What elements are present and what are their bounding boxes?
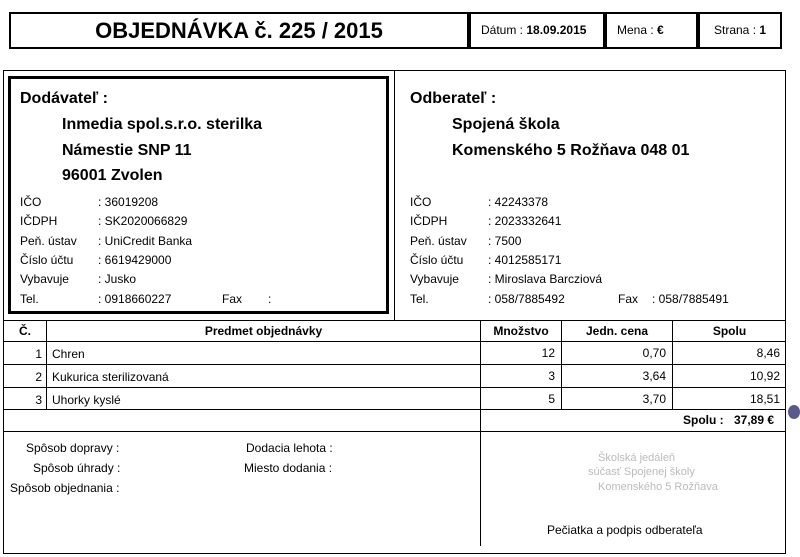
supplier-handler: : Jusko — [98, 272, 137, 286]
parties-divider — [394, 70, 395, 320]
supplier-street: Námestie SNP 11 — [62, 142, 192, 159]
supplier-account-label: Číslo účtu — [20, 253, 74, 267]
customer-ico: : 42243378 — [488, 195, 549, 209]
sum-value: 37,89 € — [734, 413, 775, 427]
customer-name: Spojená škola — [452, 116, 560, 133]
customer-icdph-label: IČDPH — [410, 214, 448, 228]
row3-total: 18,51 — [749, 392, 780, 406]
customer-tel-label: Tel. — [410, 292, 429, 306]
col-header-no: Č. — [19, 324, 31, 338]
currency-field — [605, 12, 698, 49]
date-label: Dátum : — [481, 23, 524, 37]
supplier-heading: Dodávateľ : — [20, 90, 108, 107]
row3-price: 3,70 — [642, 392, 666, 406]
supplier-icdph: : SK2020066829 — [98, 214, 188, 228]
row1-price: 0,70 — [642, 346, 666, 360]
supplier-fax-label: Fax — [222, 292, 243, 306]
transport-label: Spôsob dopravy : — [26, 441, 120, 455]
delivery-time-label: Dodacia lehota : — [246, 441, 333, 455]
date-value: 18.09.2015 — [526, 23, 587, 37]
table-top-border — [3, 320, 786, 321]
sum-border — [3, 431, 786, 432]
order-title: OBJEDNÁVKA č. 225 / 2015 — [9, 12, 469, 49]
stamp-line3: Komenského 5 Rožňava — [598, 481, 718, 493]
customer-account-label: Číslo účtu — [410, 253, 464, 267]
currency-label: Mena : — [617, 23, 654, 37]
row2-no: 2 — [35, 370, 42, 384]
stamp-line2: súčasť Spojenej školy — [588, 466, 695, 478]
supplier-city: 96001 Zvolen — [62, 167, 163, 184]
customer-account: : 4012585171 — [488, 253, 562, 267]
row3-item: Uhorky kyslé — [52, 393, 121, 407]
row2-total: 10,92 — [749, 369, 780, 383]
signature-label: Pečiatka a podpis odberateľa — [547, 523, 703, 537]
customer-street: Komenského 5 Rožňava 048 01 — [452, 142, 690, 159]
col-header-total: Spolu — [712, 324, 747, 338]
row2-border — [4, 387, 786, 388]
row3-border — [4, 409, 786, 410]
col-header-price: Jedn. cena — [585, 324, 649, 338]
table-header-border — [3, 341, 786, 342]
supplier-bank: : UniCredit Banka — [98, 234, 193, 248]
customer-bank: : 7500 — [488, 234, 522, 248]
customer-bank-label: Peň. ústav — [410, 234, 467, 248]
currency-value: € — [657, 23, 664, 37]
ink-blot — [788, 405, 800, 419]
row3-qty: 5 — [548, 392, 555, 406]
row2-item: Kukurica sterilizovaná — [52, 370, 169, 384]
customer-handler: : Miroslava Barcziová — [488, 272, 603, 286]
supplier-icdph-label: IČDPH — [20, 214, 58, 228]
row1-qty: 12 — [541, 346, 555, 360]
date-field — [469, 12, 605, 49]
customer-ico-label: IČO — [410, 195, 432, 209]
col-header-item: Predmet objednávky — [204, 324, 323, 338]
customer-fax: : 058/7885491 — [652, 292, 729, 306]
supplier-fax: : — [268, 292, 272, 306]
customer-fax-label: Fax — [618, 292, 639, 306]
sum-label: Spolu : — [683, 413, 724, 427]
stamp-line1: Školská jedáleň — [598, 452, 676, 464]
row1-no: 1 — [35, 347, 42, 361]
row1-total: 8,46 — [756, 346, 780, 360]
supplier-ico-label: IČO — [20, 195, 42, 209]
row2-qty: 3 — [548, 369, 555, 383]
row3-no: 3 — [35, 393, 42, 407]
customer-tel: : 058/7885492 — [488, 292, 565, 306]
order-method-label: Spôsob objednania : — [10, 481, 120, 495]
col-header-qty: Množstvo — [493, 324, 549, 338]
row1-item: Chren — [52, 347, 85, 361]
supplier-handler-label: Vybavuje — [20, 272, 69, 286]
supplier-bank-label: Peň. ústav — [20, 234, 77, 248]
supplier-account: : 6619429000 — [98, 253, 172, 267]
customer-heading: Odberateľ : — [410, 90, 497, 107]
delivery-place-label: Miesto dodania : — [244, 461, 333, 475]
customer-icdph: : 2023332641 — [488, 214, 562, 228]
customer-handler-label: Vybavuje — [410, 272, 459, 286]
row1-border — [4, 364, 786, 365]
page-label: Strana : — [714, 23, 757, 37]
supplier-ico: : 36019208 — [98, 195, 159, 209]
payment-label: Spôsob úhrady : — [33, 461, 121, 475]
page-value: 1 — [759, 23, 767, 37]
supplier-name: Inmedia spol.s.r.o. sterilka — [62, 116, 263, 133]
supplier-tel-label: Tel. — [20, 292, 39, 306]
row2-price: 3,64 — [642, 369, 666, 383]
supplier-tel: : 0918660227 — [98, 292, 172, 306]
page-field — [698, 12, 782, 49]
